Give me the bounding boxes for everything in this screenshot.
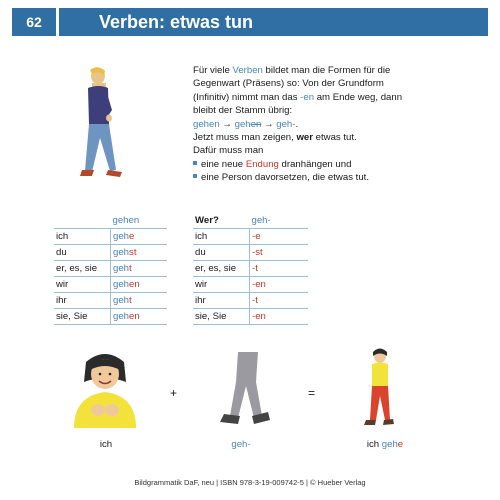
table-row: wir gehen [54, 277, 167, 293]
table-header-gehen: gehen [111, 213, 168, 229]
page-header [12, 8, 488, 36]
intro-paragraph-1: Für viele Verben bildet man die Formen für die Gegenwart (Präsens) so: Von der Grundform (Infinitiv) nimmt man das -en am Ende weg, dann bleibt der Stamm übrig: [193, 65, 403, 117]
table-row: sie, Sie -en [193, 309, 308, 325]
table-row: er, es, sie geht [54, 261, 167, 277]
caption-stem: geh- [231, 439, 251, 450]
table-row: ihr -t [193, 293, 308, 309]
table-header-stem: geh- [250, 213, 309, 229]
person-pointing-illustration [68, 352, 142, 428]
walking-man-illustration [68, 66, 140, 184]
plus-sign: + [170, 386, 178, 400]
table-row: sie, Sie gehen [54, 309, 167, 325]
page-number: 62 [12, 8, 59, 36]
caption-ich: ich [99, 439, 113, 450]
footer: Bildgrammatik DaF, neu | ISBN 978-3-19-009742-5 | © Hueber Verlag [134, 478, 366, 487]
equals-sign: = [308, 386, 316, 400]
table-row: ich -e [193, 229, 308, 245]
intro-bullet-2: eine Person davorsetzen, die etwas tut. [193, 171, 403, 184]
walking-legs-illustration [212, 352, 274, 428]
intro-paragraph-2: Jetzt muss man zeigen, wer etwas tut. [193, 132, 357, 144]
table-row: ihr geht [54, 293, 167, 309]
page-title: Verben: etwas tun [99, 11, 254, 32]
table-row: du gehst [54, 245, 167, 261]
intro-text [193, 64, 403, 185]
intro-example: gehen → gehen → geh-. [193, 118, 299, 130]
table-row: ich gehe [54, 229, 167, 245]
table-row: er, es, sie -t [193, 261, 308, 277]
intro-paragraph-3: Dafür muss man [193, 145, 264, 157]
intro-bullet-1: eine neue Endung dranhängen und [193, 158, 403, 171]
conjugation-table-gehen [54, 213, 167, 325]
caption-result: ich gehe [366, 439, 404, 450]
table-row: wir -en [193, 277, 308, 293]
table-row: du -st [193, 245, 308, 261]
walking-woman-illustration [360, 348, 400, 430]
conjugation-table-endings [193, 213, 308, 325]
table-header-wer: Wer? [193, 213, 250, 229]
